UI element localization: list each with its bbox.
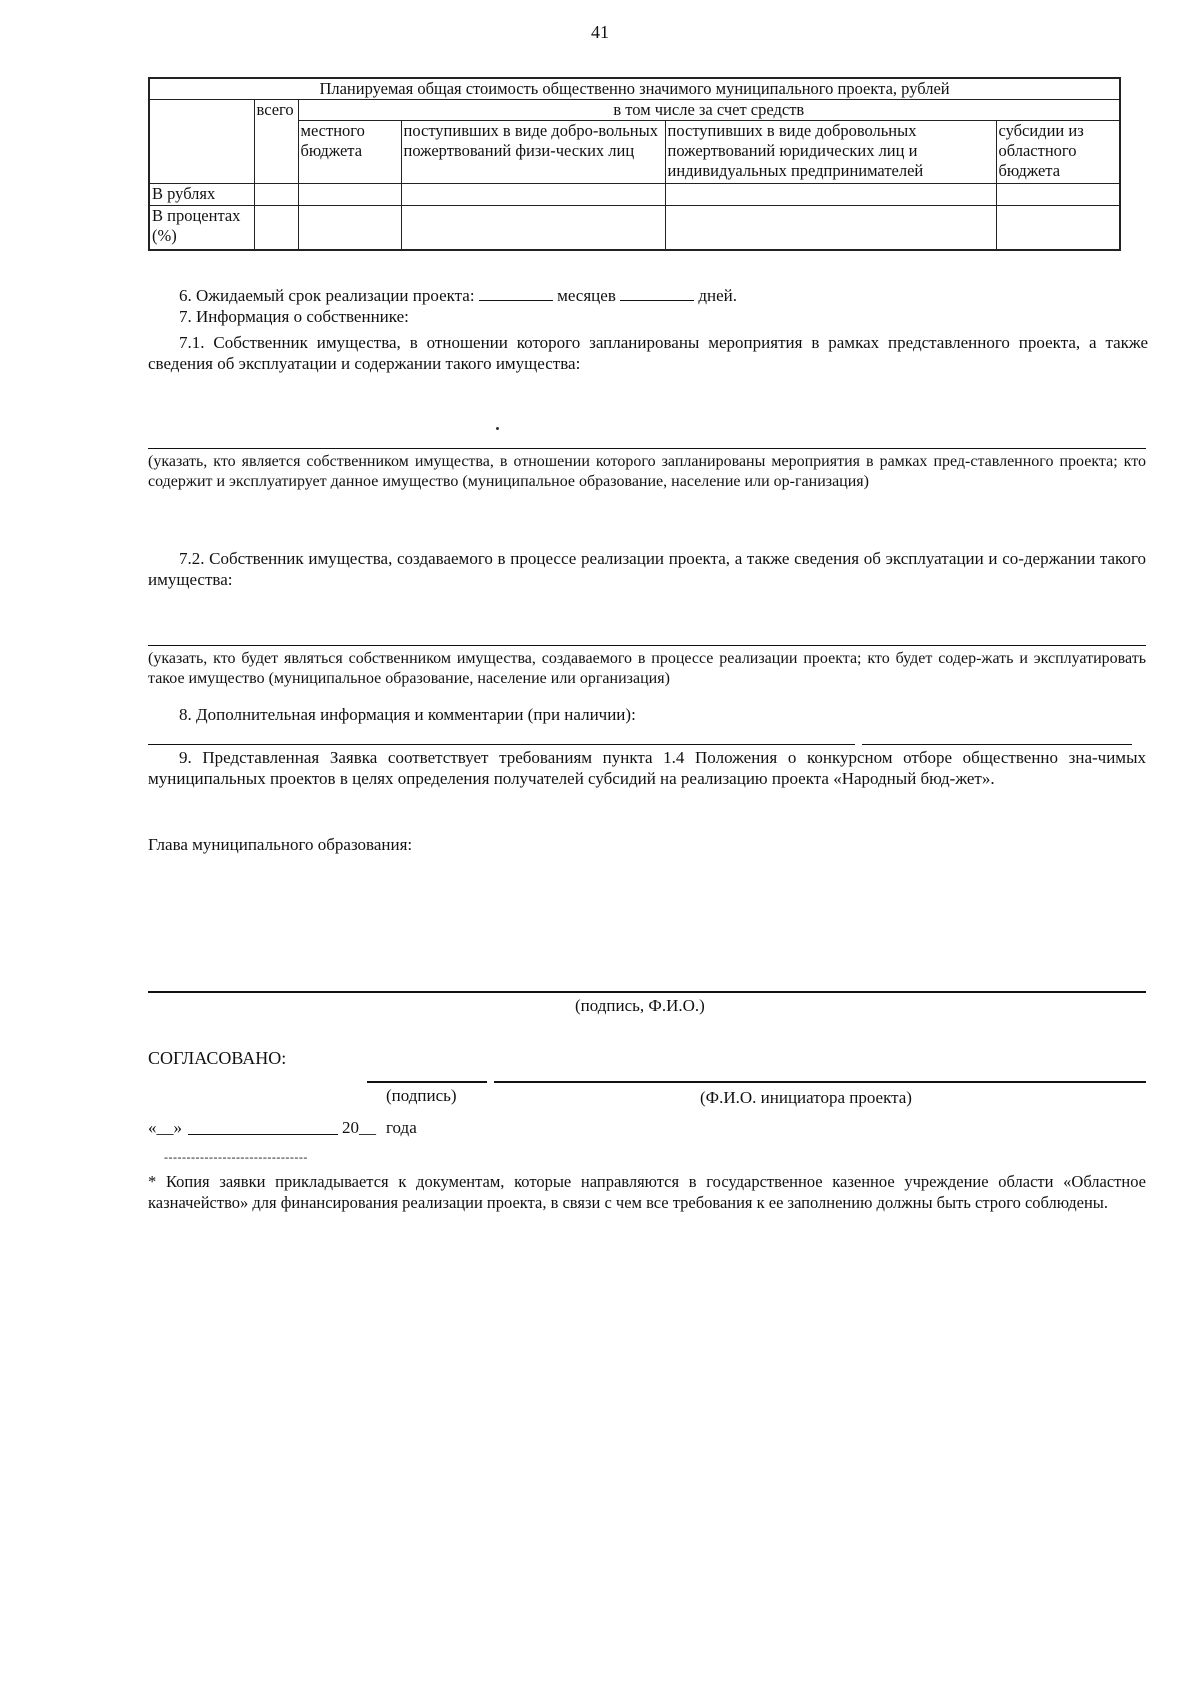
item-7-heading: 7. Информация о собственнике: [179, 307, 409, 326]
col-local-header: местного бюджета [298, 121, 401, 184]
date-day: «__» [148, 1118, 182, 1137]
row-percent-label: В процентах (%) [149, 206, 254, 250]
days-blank[interactable] [620, 285, 694, 301]
cell-percent-subsidy [996, 206, 1120, 250]
col-individuals-header: поступивших в виде добро-вольных пожертвований физи-ческих лиц [401, 121, 665, 184]
stray-dot [496, 427, 499, 430]
agreed-name-line[interactable] [494, 1081, 1146, 1083]
date-suffix: года [386, 1118, 417, 1137]
col-subsidy-header: субсидии из областного бюджета [996, 121, 1120, 184]
item-8-text: 8. Дополнительная информация и комментарии (при наличии): [179, 705, 636, 724]
cell-percent-individuals [401, 206, 665, 250]
cost-table-corner-cell [149, 100, 254, 184]
cell-percent-legal [665, 206, 996, 250]
item-7-2-answer-line[interactable] [148, 645, 1146, 646]
item-7-1-answer-line[interactable] [148, 448, 1146, 449]
footnote-separator: -------------------------------- [164, 1150, 308, 1164]
agreed-signature-line[interactable] [367, 1081, 487, 1083]
item-7-1-hint: (указать, кто является собственником имущества, в отношении которого запланированы мероприятия в рамках пред-ставленного проекта; кто содержит и эксплуатирует данное имущество (муниципальное образование, население или ор-ганизация) [148, 453, 1146, 490]
cell-rubles-legal [665, 184, 996, 206]
cost-table [148, 77, 1121, 251]
page-number: 41 [591, 22, 609, 42]
cell-percent-total [254, 206, 298, 250]
head-signature-line[interactable] [148, 991, 1146, 993]
agreed-name-caption: (Ф.И.О. инициатора проекта) [700, 1088, 912, 1107]
cell-rubles-total [254, 184, 298, 206]
cell-rubles-individuals [401, 184, 665, 206]
item-6-text: 6. Ожидаемый срок реализации проекта: [179, 286, 475, 305]
cell-percent-local [298, 206, 401, 250]
agreed-label: СОГЛАСОВАНО: [148, 1048, 287, 1068]
item-7-2-hint: (указать, кто будет являться собственником имущества, создаваемого в процессе реализации проекта; кто будет содер-жать и эксплуатировать такое имущество (муниципальное образование, население или организация) [148, 650, 1146, 687]
row-rubles-label: В рублях [149, 184, 254, 206]
col-group-header: в том числе за счет средств [298, 100, 1120, 121]
col-legal-header: поступивших в виде добровольных пожертвований юридических лиц и индивидуальных предпринимателей [665, 121, 996, 184]
item-7-2-text: 7.2. Собственник имущества, создаваемого в процессе реализации проекта, а также сведения об эксплуатации и со-держании такого имущества: [148, 549, 1146, 589]
date-month-blank[interactable] [188, 1134, 338, 1135]
date-year: 20__ [342, 1118, 376, 1137]
days-label: дней. [698, 286, 737, 305]
months-blank[interactable] [479, 285, 553, 301]
item-8-answer-line-1[interactable] [148, 744, 855, 745]
item-9-text: 9. Представленная Заявка соответствует требованиям пункта 1.4 Положения о конкурсном отборе общественно зна-чимых муниципальных проектов в целях определения получателей субсидий на реализацию проекта «Народный бюд-жет». [148, 748, 1146, 788]
col-total-header: всего [254, 100, 298, 184]
head-signature-caption: (подпись, Ф.И.О.) [575, 996, 705, 1015]
item-6-term [148, 285, 1146, 306]
cost-table-title: Планируемая общая стоимость общественно значимого муниципального проекта, рублей [149, 78, 1120, 100]
head-label: Глава муниципального образования: [148, 835, 413, 854]
agreed-signature-caption: (подпись) [386, 1086, 457, 1105]
cell-rubles-subsidy [996, 184, 1120, 206]
footnote-text: * Копия заявки прикладывается к документам, которые направляются в государственное казенное учреждение области «Областное казначейство» для финансирования реализации проекта, в связи с чем все требования к ее заполнению должны быть строго соблюдены. [148, 1172, 1146, 1212]
item-8-answer-line-2[interactable] [862, 744, 1132, 745]
cell-rubles-local [298, 184, 401, 206]
item-7-1-text: 7.1. Собственник имущества, в отношении которого запланированы мероприятия в рамках представленного проекта, а также сведения об эксплуатации и содержании такого имущества: [148, 333, 1148, 373]
months-label: месяцев [557, 286, 616, 305]
